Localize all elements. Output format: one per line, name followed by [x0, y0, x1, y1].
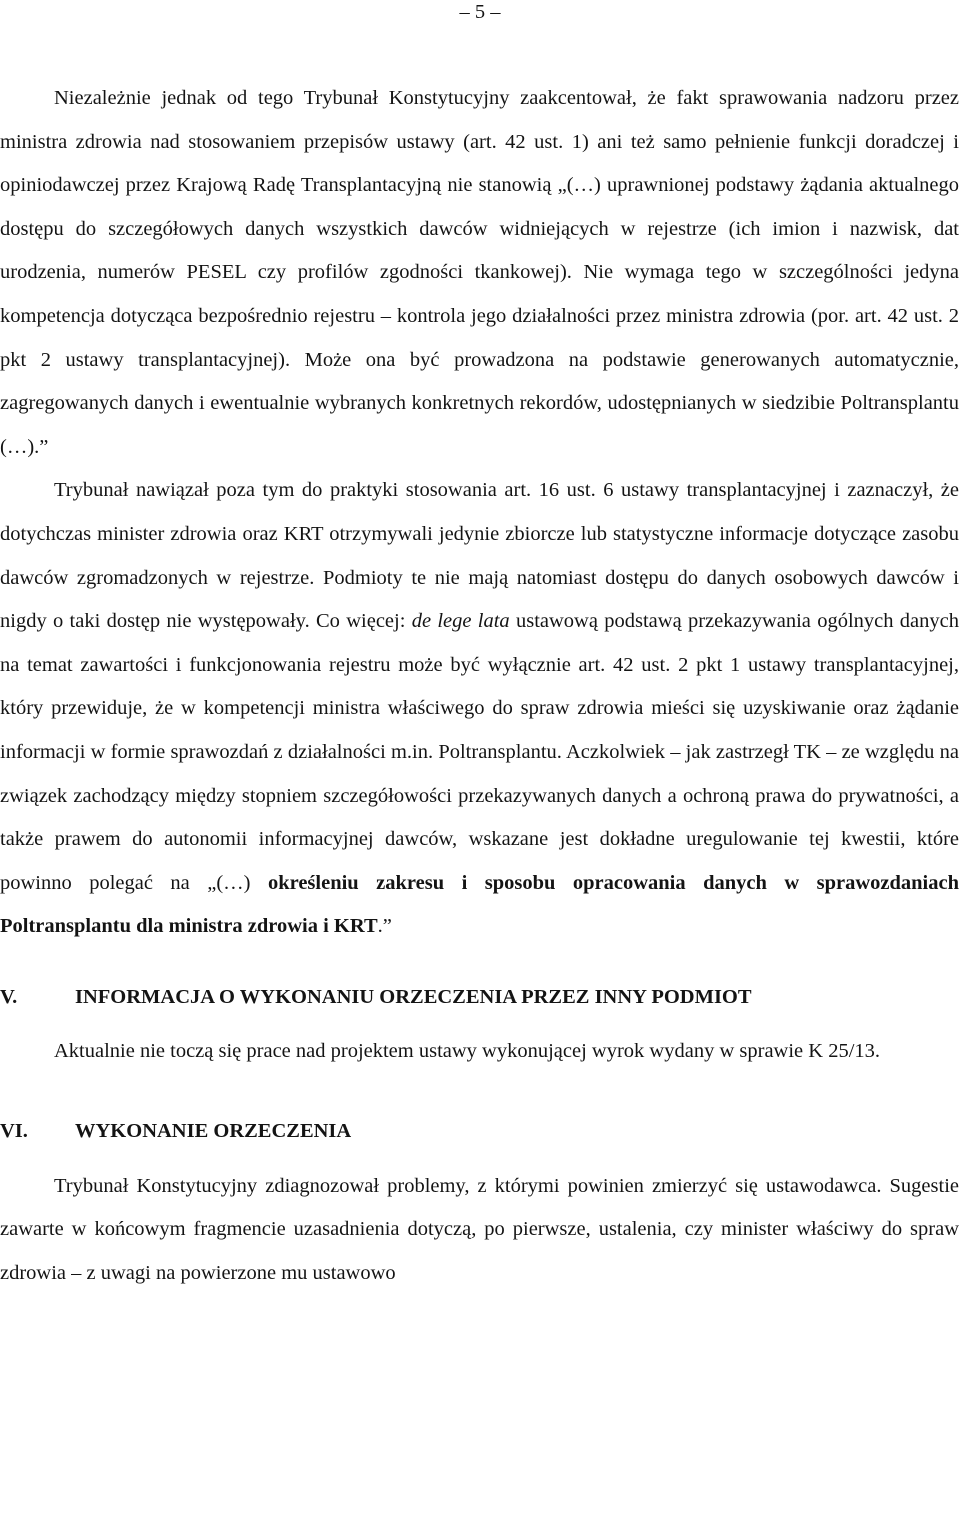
- section-number: VI.: [0, 1120, 28, 1143]
- paragraph-text: Niezależnie jednak od tego Trybunał Konstytucyjny zaakcentował, że fakt sprawowania nadzoru przez ministra zdrowia nad stosowaniem przepisów ustawy (art. 42 ust. 1) ani też samo pełnienie funkcji doradczej i opiniodawczej przez Krajową Radę Transplantacyjną nie stanowią „(…) uprawnionej podstawy żądania aktualnego dostępu do szczegółowych danych wszystkich dawców widniejących w rejestrze (ich imion i nazwisk, dat urodzenia, numerów PESEL czy profilów zgodności tkankowej). Nie wymaga tego w szczególności jedyna kompetencja dotycząca bezpośrednio rejestru – kontrola jego działalności przez ministra zdrowia (por. art. 42 ust. 2 pkt 2 ustawy transplantacyjnej). Może ona być prowadzona na podstawie generowanych automatycznie, zagregowanych danych i ewentualnie wybranych konkretnych rekordów, udostępnianych w siedzibie Poltransplantu (…).”: [0, 87, 959, 458]
- paragraph-section-vi: Trybunał Konstytucyjny zdiagnozował problemy, z którymi powinien zmierzyć się ustawodawca. Sugestie zawarte w końcowym fragmencie uzasadnienia dotyczą, po pierwsze, ustalenia, czy minister właściwy do spraw zdrowia – z uwagi na powierzone mu ustawowo: [0, 1174, 959, 1284]
- document-body: [0, 77, 959, 1295]
- page-number: – 5 –: [459, 1, 501, 23]
- paragraph-section-v: Aktualnie nie toczą się prace nad projektem ustawy wykonującej wyrok wydany w sprawie K 25/13.: [54, 1040, 881, 1063]
- section-number: V.: [0, 985, 18, 1008]
- paragraph-tk-practice: [0, 469, 959, 949]
- latin-phrase: de lege lata: [411, 610, 510, 633]
- section-heading-vi: [0, 1110, 959, 1154]
- section-title: WYKONANIE ORZECZENIA: [75, 1120, 352, 1143]
- bold-emphasis: określeniu zakresu i sposobu opracowania danych w sprawozdaniach Poltransplantu dla ministra zdrowia i KRT: [0, 871, 959, 938]
- section-heading-v: [0, 976, 959, 1020]
- paragraph-tk-supervision: [0, 77, 959, 469]
- paragraph-text: Trybunał nawiązał poza tym do praktyki stosowania art. 16 ust. 6 ustawy transplantacyjnej i zaznaczył, że dotychczas minister zdrowia oraz KRT otrzymywali jedynie zbiorcze lub statystyczne informacje dotyczące zasobu dawców zgromadzonych w rejestrze. Podmioty te nie mają natomiast dostępu do danych osobowych dawców i nigdy o taki dostęp nie występowały. Co więcej:: [0, 479, 959, 633]
- paragraph-text: .”: [377, 915, 392, 938]
- paragraph-text: ustawową podstawą przekazywania ogólnych danych na temat zawartości i funkcjonowania rejestru może być wyłącznie art. 42 ust. 2 pkt 1 ustawy transplantacyjnej, który przewiduje, że w kompetencji ministra właściwego do spraw zdrowia mieści się uzyskiwanie oraz żądanie informacji w formie sprawozdań z działalności m.in. Poltransplantu. Aczkolwiek – jak zastrzegł TK – ze względu na związek zachodzący między stopniem szczegółowości przekazywanych danych a ochroną prawa do prywatności, a także prawem do autonomii informacyjnej dawców, wskazane jest dokładne uregulowanie tej kwestii, które powinno polegać na „(…): [0, 610, 959, 894]
- section-title: INFORMACJA O WYKONANIU ORZECZENIA PRZEZ INNY PODMIOT: [75, 985, 752, 1008]
